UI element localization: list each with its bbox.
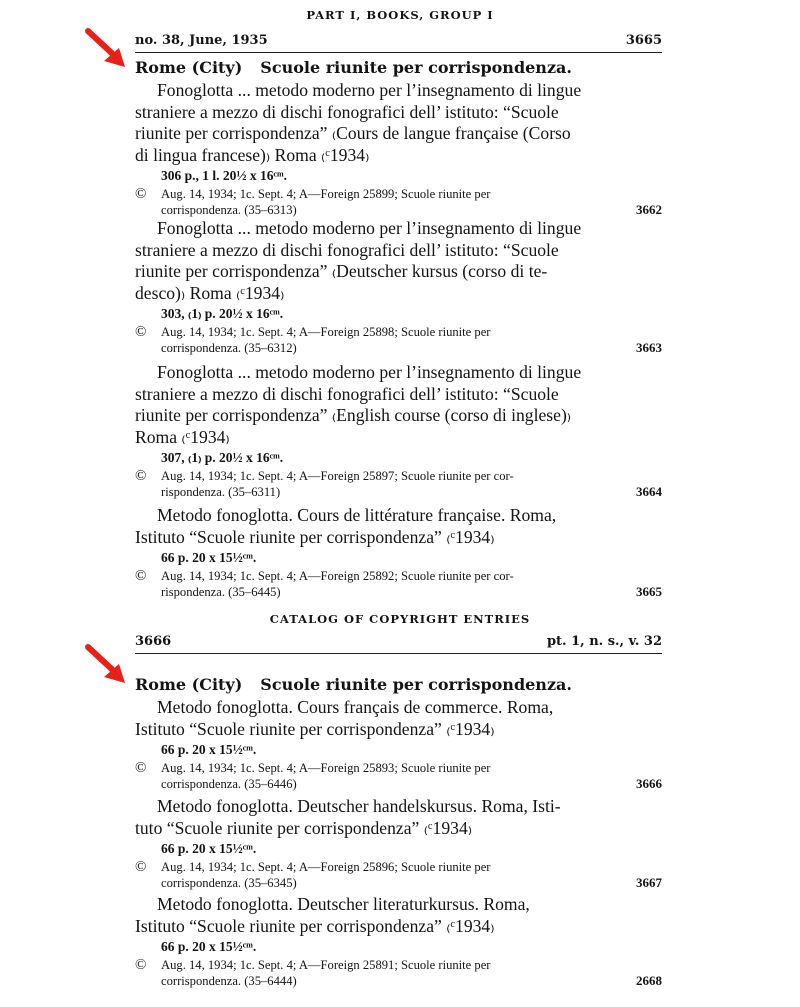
entry-collation: 306 p., 1 l. 20½ x 16ᶜᵐ. bbox=[161, 168, 288, 183]
red-arrow-icon bbox=[84, 643, 130, 687]
running-head-bottom: CATALOG OF COPYRIGHT ENTRIES bbox=[269, 612, 531, 626]
entry-title: Fonoglotta ... metodo moderno per l’insegnamento di lingue straniere a mezzo di dischi fonografici dell’ istituto: “Scuole riunite per corrispondenza” ₍Cours de langue française (Corso di lingua francese)₎ Roma ₍ᶜ1934₎ bbox=[135, 80, 582, 165]
entry-collation: 66 p. 20 x 15½ᶜᵐ. bbox=[161, 841, 257, 856]
entry-collation: 66 p. 20 x 15½ᶜᵐ. bbox=[161, 550, 257, 565]
running-head-top: PART I, BOOKS, GROUP I bbox=[306, 8, 494, 22]
entry-heading bbox=[135, 675, 572, 694]
heading-name: Scuole riunite per corrispondenza. bbox=[260, 675, 572, 694]
catalog-entry bbox=[135, 894, 662, 989]
copyright-icon: © bbox=[135, 760, 147, 776]
entry-title: Fonoglotta ... metodo moderno per l’insegnamento di lingue straniere a mezzo di dischi fonografici dell’ istituto: “Scuole riunite per corrispondenza” ₍English course (corso di inglese)₎ Roma ₍ᶜ1934₎ bbox=[135, 362, 582, 447]
issue-label: no. 38, June, 1935 bbox=[135, 33, 268, 48]
entry-collation: 307, ₍1₎ p. 20½ x 16ᶜᵐ. bbox=[161, 450, 284, 465]
red-arrow-icon bbox=[84, 27, 130, 71]
copyright-icon: © bbox=[135, 957, 147, 973]
entry-registration: © Aug. 14, 1934; 1c. Sept. 4; A—Foreign 25893; Scuole riunite per corrispondenza. (35–6446) 3666 bbox=[135, 760, 662, 791]
entry-registration: © Aug. 14, 1934; 1c. Sept. 4; A—Foreign 25899; Scuole riunite per corrispondenza. (35–6313) 3662 bbox=[135, 186, 662, 217]
heading-author: Rome (City) bbox=[135, 675, 243, 694]
entry-title: Metodo fonoglotta. Cours de littérature française. Roma, Istituto “Scuole riunite per corrispondenza” ₍ᶜ1934₎ bbox=[135, 505, 557, 547]
entry-registration: © Aug. 14, 1934; 1c. Sept. 4; A—Foreign 25897; Scuole riunite per cor- rispondenza. (35–6311) 3664 bbox=[135, 468, 662, 499]
catalog-entry bbox=[135, 362, 662, 500]
copyright-icon: © bbox=[135, 468, 147, 484]
catalog-entry bbox=[135, 80, 662, 218]
entry-title: Metodo fonoglotta. Deutscher handelskursus. Roma, Isti- tuto “Scuole riunite per corrispondenza” ₍ᶜ1934₎ bbox=[135, 796, 561, 838]
catalog-entry bbox=[135, 218, 662, 356]
entry-title: Fonoglotta ... metodo moderno per l’insegnamento di lingue straniere a mezzo di dischi fonografici dell’ istituto: “Scuole riunite per corrispondenza” ₍Deutscher kursus (corso di te- desco)₎ Roma ₍ᶜ1934₎ bbox=[135, 218, 582, 303]
entry-registration: © Aug. 14, 1934; 1c. Sept. 4; A—Foreign 25896; Scuole riunite per corrispondenza. (35–6345) 3667 bbox=[135, 859, 662, 890]
heading-name: Scuole riunite per corrispondenza. bbox=[260, 58, 572, 77]
entry-registration: © Aug. 14, 1934; 1c. Sept. 4; A—Foreign 25892; Scuole riunite per cor- rispondenza. (35–6445) 3665 bbox=[135, 568, 662, 599]
header-rule bbox=[135, 653, 662, 654]
heading-author: Rome (City) bbox=[135, 58, 243, 77]
entry-collation: 66 p. 20 x 15½ᶜᵐ. bbox=[161, 742, 257, 757]
entry-collation: 66 p. 20 x 15½ᶜᵐ. bbox=[161, 939, 257, 954]
copyright-icon: © bbox=[135, 568, 147, 584]
catalog-entry bbox=[135, 796, 662, 891]
entry-collation: 303, ₍1₎ p. 20½ x 16ᶜᵐ. bbox=[161, 306, 284, 321]
volume-label: pt. 1, n. s., v. 32 bbox=[546, 634, 662, 649]
copyright-icon: © bbox=[135, 859, 147, 875]
entry-registration: © Aug. 14, 1934; 1c. Sept. 4; A—Foreign 25891; Scuole riunite per corrispondenza. (35–6444) 2668 bbox=[135, 957, 662, 988]
entry-title: Metodo fonoglotta. Deutscher literaturkursus. Roma, Istituto “Scuole riunite per corrispondenza” ₍ᶜ1934₎ bbox=[135, 894, 530, 936]
header-rule bbox=[135, 52, 662, 53]
copyright-icon: © bbox=[135, 324, 147, 340]
entry-heading bbox=[135, 58, 572, 77]
entry-registration: © Aug. 14, 1934; 1c. Sept. 4; A—Foreign 25898; Scuole riunite per corrispondenza. (35–6312) 3663 bbox=[135, 324, 662, 355]
page-number: 3665 bbox=[625, 33, 662, 48]
catalog-entry bbox=[135, 505, 662, 600]
copyright-icon: © bbox=[135, 186, 147, 202]
entry-title: Metodo fonoglotta. Cours français de commerce. Roma, Istituto “Scuole riunite per corrispondenza” ₍ᶜ1934₎ bbox=[135, 697, 554, 739]
catalog-entry bbox=[135, 697, 662, 792]
page-number: 3666 bbox=[135, 634, 172, 649]
